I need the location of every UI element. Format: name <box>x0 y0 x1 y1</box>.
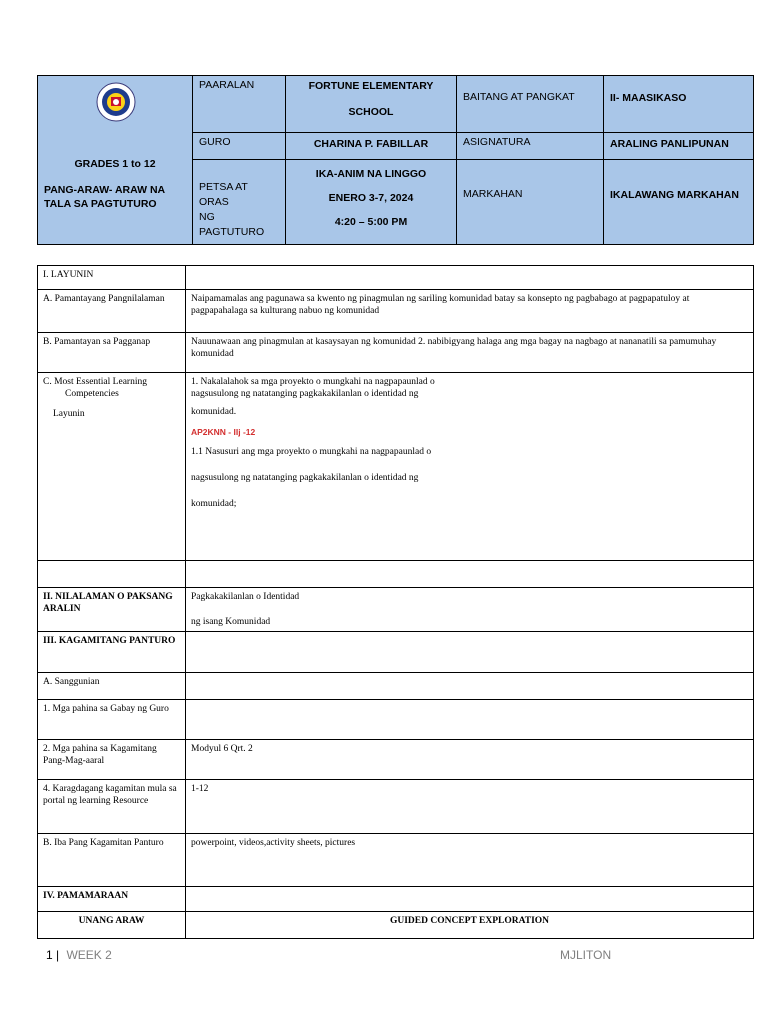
lesson-plan-table <box>37 265 754 939</box>
table-row <box>38 333 754 373</box>
grade-value: II- MAASIKASO <box>604 76 754 133</box>
competencies-value: 1. Nakalalahok sa mga proyekto o mungkahi na nagpapaunlad o nagsusulong ng natatanging pagkakakilanlan o identidad ng komunidad. AP2KNN - IIj -12 1.1 Nasusuri ang mga proyekto o mungkahi na nagpapaunlad o nagsusulong ng natatanging pagkakakilanlan o identidad ng komunidad; <box>186 373 754 561</box>
header-table <box>37 75 754 245</box>
competencies-label: C. Most Essential Learning Competencies Layunin <box>38 373 186 561</box>
grade-label: BAITANG AT PANGKAT <box>457 76 604 133</box>
author-label: MJLITON <box>560 948 612 962</box>
deped-seal-icon <box>96 82 136 122</box>
week-label: WEEK 2 <box>66 948 112 962</box>
grades-label: GRADES 1 to 12 <box>74 158 156 170</box>
performance-standard-label: B. Pamantayan sa Pagganap <box>38 333 186 373</box>
other-materials-value: powerpoint, videos,activity sheets, pictures <box>186 834 754 887</box>
learner-material-value: Modyul 6 Qrt. 2 <box>186 740 754 780</box>
other-materials-label: B. Iba Pang Kagamitan Panturo <box>38 834 186 887</box>
page-footer <box>46 948 746 962</box>
materials-label: III. KAGAMITANG PANTURO <box>38 632 186 673</box>
content-value: Pagkakakilanlan o Identidad ng isang Komunidad <box>186 588 754 632</box>
table-row <box>38 632 754 673</box>
quarter-label: MARKAHAN <box>457 160 604 245</box>
table-row <box>38 561 754 588</box>
learner-material-label: 2. Mga pahina sa Kagamitang Pang-Mag-aaral <box>38 740 186 780</box>
table-row <box>38 290 754 333</box>
school-label: PAARALAN <box>193 76 286 133</box>
content-standard-value: Naipamamalas ang pagunawa sa kwento ng pinagmulan ng sariling komunidad batay sa konsepto ng pagbabago at pagpapatuloy at pagpapahalaga sa kulturang nabuo ng komunidad <box>186 290 754 333</box>
table-row <box>38 673 754 700</box>
layunin-label: I. LAYUNIN <box>38 266 186 290</box>
page-number: 1 | <box>46 948 60 962</box>
day-label: UNANG ARAW <box>38 912 186 939</box>
table-row <box>38 912 754 939</box>
quarter-value: IKALAWANG MARKAHAN <box>604 160 754 245</box>
performance-standard-value: Nauunawaan ang pinagmulan at kasaysayan ng komunidad 2. nabibigyang halaga ang mga bagay na nagbago at nananatili sa pamumuhay komunidad <box>186 333 754 373</box>
table-row <box>38 373 754 561</box>
title-line-2: TALA SA PAGTUTURO <box>44 198 157 210</box>
date-label: PETSA AT ORAS NG PAGTUTURO <box>193 160 286 245</box>
lr-portal-label: 4. Karagdagang kagamitan mula sa portal ng learning Resource <box>38 780 186 834</box>
subject-label: ASIGNATURA <box>457 133 604 160</box>
header-title-cell <box>38 76 193 245</box>
content-label: II. NILALAMAN O PAKSANG ARALIN <box>38 588 186 632</box>
competency-code: AP2KNN - IIj -12 <box>191 427 256 437</box>
table-row <box>38 780 754 834</box>
lr-portal-value: 1-12 <box>186 780 754 834</box>
table-row <box>38 740 754 780</box>
teacher-guide-label: 1. Mga pahina sa Gabay ng Guro <box>38 700 186 740</box>
references-label: A. Sanggunian <box>38 673 186 700</box>
table-row <box>38 887 754 912</box>
table-row <box>38 266 754 290</box>
table-row <box>38 588 754 632</box>
teacher-label: GURO <box>193 133 286 160</box>
document-title <box>44 183 184 211</box>
table-row <box>38 834 754 887</box>
subject-value: ARALING PANLIPUNAN <box>604 133 754 160</box>
day-value: GUIDED CONCEPT EXPLORATION <box>186 912 754 939</box>
date-value: IKA-ANIM NA LINGGO ENERO 3-7, 2024 4:20 – 5:00 PM <box>286 160 457 245</box>
title-line-1: PANG-ARAW- ARAW NA <box>44 184 166 196</box>
procedure-label: IV. PAMAMARAAN <box>38 887 186 912</box>
content-standard-label: A. Pamantayang Pangnilalaman <box>38 290 186 333</box>
teacher-value: CHARINA P. FABILLAR <box>286 133 457 160</box>
table-row <box>38 700 754 740</box>
school-value: FORTUNE ELEMENTARY SCHOOL <box>286 76 457 133</box>
